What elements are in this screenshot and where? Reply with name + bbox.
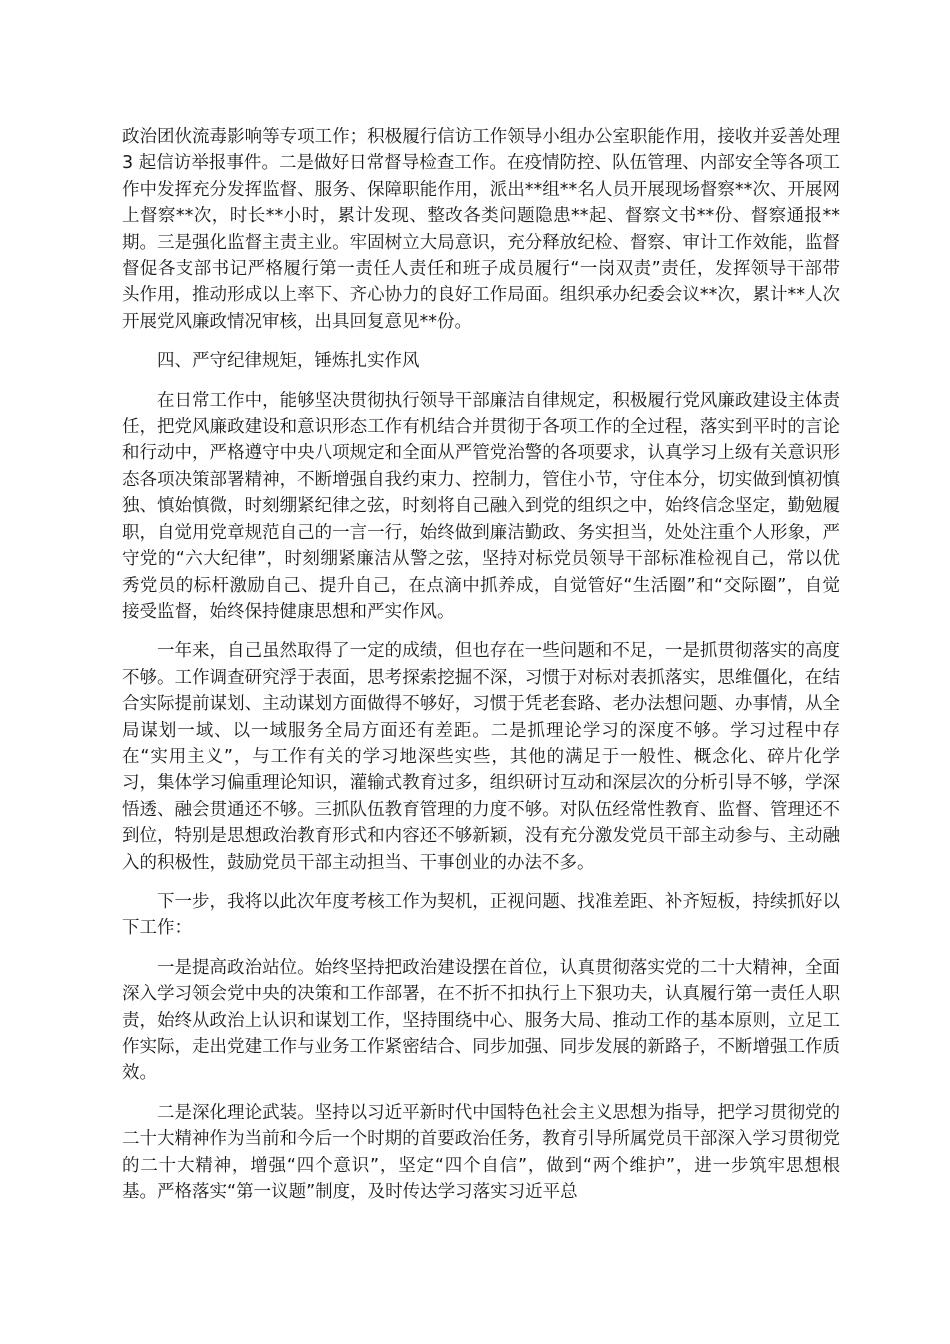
paragraph-theory-study: 二是深化理论武装。坚持以习近平新时代中国特色社会主义思想为指导，把学习贯彻党的二十大精神作为当前和今后一个时期的首要政治任务，教育引导所属党员干部深入学习贯彻党的二十大精神，增强“四个意识”，坚定“四个自信”，做到“两个维护”，进一步筑牢思想根基。严格落实“第一议题”制度，及时传达学习落实习近平总: [122, 1102, 840, 1203]
paragraph-discipline: 在日常工作中，能够坚决贯彻执行领导干部廉洁自律规定，积极履行党风廉政建设主体责任，把党风廉政建设和意识形态工作有机结合并贯彻于各项工作的全过程，落实到平时的言论和行动中，严格遵守中央八项规定和全面从严管党治警的各项要求，认真学习上级有关意识形态各项决策部署精神，不断增强自我约束力、控制力，管住小节，守住本分，切实做到慎初慎独、慎始慎微，时刻绷紧纪律之弦，时刻将自己融入到党的组织之中，始终信念坚定，勤勉履职，自觉用党章规范自己的一言一行，始终做到廉洁勤政、务实担当，处处注重个人形象，严守党的“六大纪律”，时刻绷紧廉洁从警之弦，坚持对标党员领导干部标准检视自己，常以优秀党员的标杆激励自己、提升自己，在点滴中抓养成，自觉管好“生活圈”和“交际圈”，自觉接受监督，始终保持健康思想和严实作风。: [122, 390, 840, 622]
section-heading-four: 四、严守纪律规矩，锤炼扎实作风: [157, 351, 420, 372]
paragraph-shortcomings: 一年来，自己虽然取得了一定的成绩，但也存在一些问题和不足，一是抓贯彻落实的高度不够。工作调查研究浮于表面，思考探索挖掘不深，习惯于对标对表抓落实，思维僵化，在结合实际提前谋划、主动谋划方面做得不够好，习惯于凭老套路、老办法想问题、办事情，从全局谋划一域、以一域服务全局方面还有差距。二是抓理论学习的深度不够。学习过程中存在“实用主义”，与工作有关的学习地深些实些，其他的满足于一般性、概念化、碎片化学习，集体学习偏重理论知识，灌输式教育过多，组织研讨互动和深层次的分析引导不够，学深悟透、融会贯通还不够。三抓队伍教育管理的力度不够。对队伍经常性教育、监督、管理还不到位，特别是思想政治教育形式和内容还不够新颖，没有充分激发党员干部主动参与、主动融入的积极性，鼓励党员干部主动担当、干事创业的办法不多。: [122, 641, 840, 873]
document-body: [122, 124, 840, 1218]
paragraph-next-steps: 下一步，我将以此次年度考核工作为契机，正视问题、找准差距、补齐短板，持续抓好以下工作：: [122, 891, 840, 939]
paragraph-political-stance: 一是提高政治站位。始终坚持把政治建设摆在首位，认真贯彻落实党的二十大精神，全面深入学习领会党中央的决策和工作部署，在不折不扣执行上下狠功夫，认真履行第一责任人职责，始终从政治上认识和谋划工作，坚持围绕中心、服务大局、推动工作的基本原则，立足工作实际，走出党建工作与业务工作紧密结合、同步加强、同步发展的新路子，不断增强工作质效。: [122, 957, 840, 1084]
paragraph-continuation: 政治团伙流毒影响等专项工作；积极履行信访工作领导小组办公室职能作用，接收并妥善处理 3 起信访举报事件。二是做好日常督导检查工作。在疫情防控、队伍管理、内部安全等各项工作中发挥充分发挥监督、服务、保障职能作用，派出**组**名人员开展现场督察**次、开展网上督察**次，时长**小时，累计发现、整改各类问题隐患**起、督察文书**份、督察通报**期。三是强化监督主责主业。牢固树立大局意识，充分释放纪检、督察、审计工作效能，监督督促各支部书记严格履行第一责任人责任和班子成员履行“一岗双责”责任，发挥领导干部带头作用，推动形成以上率下、齐心协力的良好工作局面。组织承办纪委会议**次，累计**人次开展党风廉政情况审核，出具回复意见**份。: [122, 127, 840, 332]
